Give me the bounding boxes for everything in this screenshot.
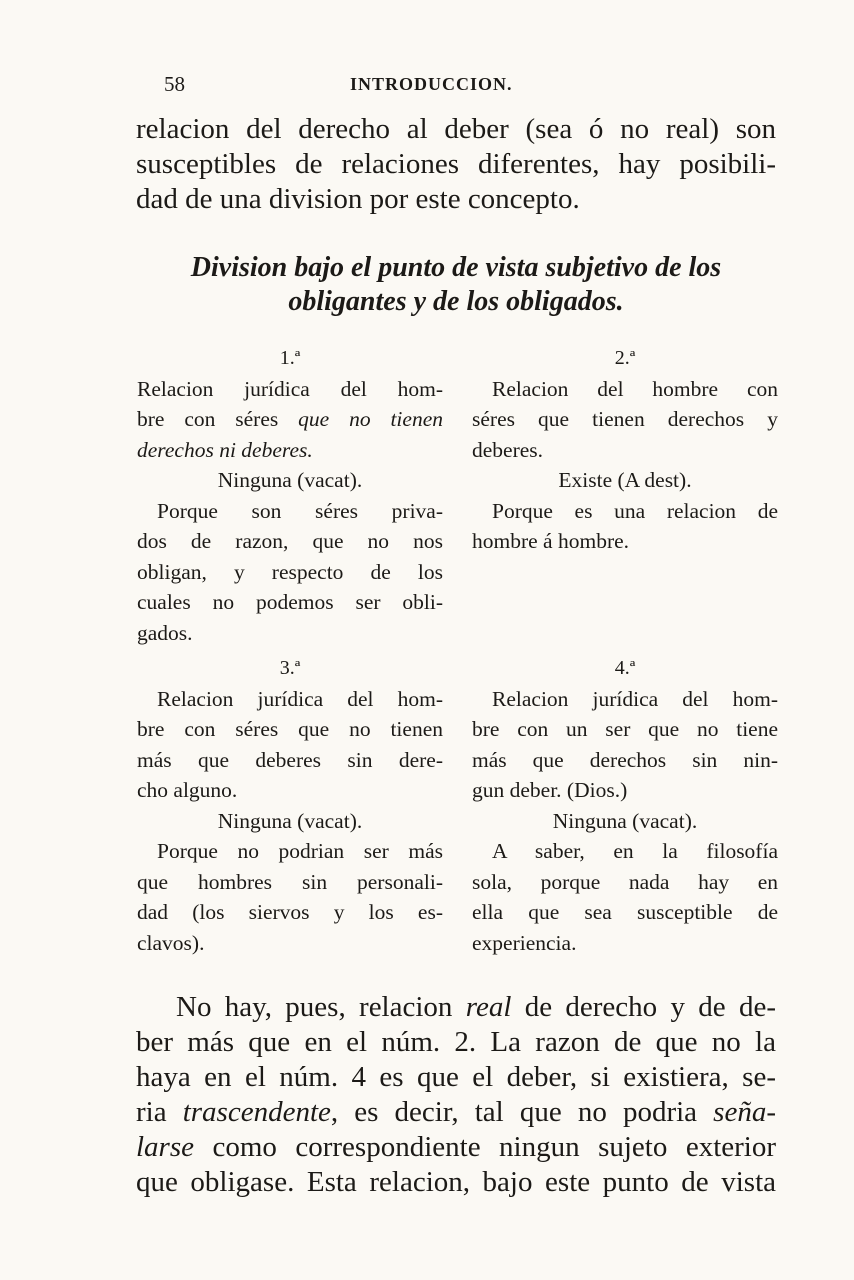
text-line: Relacion jurídica del hom- bbox=[492, 686, 778, 711]
case-description bbox=[472, 374, 778, 466]
case-reason bbox=[472, 496, 778, 557]
text-line: relacion del derecho al deber (sea ó no real) son bbox=[136, 113, 776, 145]
text-line: Relacion jurídica del hom- bbox=[137, 376, 443, 401]
page-number: 58 bbox=[164, 72, 185, 96]
case-1 bbox=[137, 343, 443, 648]
case-description bbox=[137, 374, 443, 466]
italic-phrase: derechos ni deberes. bbox=[137, 437, 313, 462]
case-description bbox=[472, 684, 778, 806]
line-part: como correspondiente ningun sujeto exterior bbox=[194, 1131, 776, 1163]
text-line: sola, porque nada hay en bbox=[472, 869, 778, 894]
text-line: cuales no podemos ser obli- bbox=[137, 590, 443, 614]
line-part: , es decir, tal que no podria bbox=[330, 1096, 714, 1128]
text-line: que hombres sin personali- bbox=[137, 869, 443, 894]
section-heading bbox=[136, 251, 776, 319]
text-line: hombre á hombre. bbox=[472, 529, 630, 553]
text-line: Relacion jurídica del hom- bbox=[157, 686, 443, 711]
case-number: 4.ª bbox=[614, 657, 636, 679]
text-line: dad (los siervos y los es- bbox=[137, 900, 443, 924]
text-line: bre con un ser que no tiene bbox=[472, 717, 778, 741]
running-head bbox=[150, 72, 780, 102]
case-number: 3.ª bbox=[279, 657, 301, 679]
text-line bbox=[136, 1130, 776, 1165]
case-reason bbox=[472, 836, 778, 958]
text-line: A saber, en la filosofía bbox=[492, 839, 778, 863]
text-line: Porque son séres priva- bbox=[157, 498, 443, 523]
line-part: bre con séres bbox=[137, 407, 299, 431]
text-line: deberes. bbox=[472, 437, 544, 462]
heading-line: Division bajo el punto de vista subjetivo de los bbox=[190, 252, 722, 283]
case-reason bbox=[137, 496, 443, 649]
text-line: más que derechos sin nin- bbox=[472, 747, 778, 772]
text-line: cho alguno. bbox=[137, 778, 238, 802]
text-line: experiencia. bbox=[472, 930, 577, 955]
text-line: gados. bbox=[137, 620, 193, 645]
intro-paragraph bbox=[136, 112, 776, 217]
text-line: haya en el núm. 4 es que el deber, si existiera, se- bbox=[136, 1061, 776, 1093]
closing-paragraph bbox=[136, 990, 776, 1200]
text-line: séres que tienen derechos y bbox=[472, 407, 778, 431]
text-line: más que deberes sin dere- bbox=[137, 747, 443, 772]
text-line bbox=[136, 1095, 776, 1130]
case-2 bbox=[472, 343, 778, 557]
case-number: 1.ª bbox=[279, 347, 301, 369]
text-line: dad de una division por este concepto. bbox=[136, 183, 580, 215]
text-line bbox=[137, 404, 443, 435]
text-line: susceptibles de relaciones diferentes, hay posibili- bbox=[136, 148, 776, 180]
case-verdict: Ninguna (vacat). bbox=[217, 468, 363, 492]
text-line bbox=[136, 990, 776, 1025]
case-verdict: Ninguna (vacat). bbox=[552, 808, 698, 833]
case-4 bbox=[472, 653, 778, 958]
case-description bbox=[137, 684, 443, 806]
text-line: Relacion del hombre con bbox=[492, 376, 778, 401]
italic-word: real bbox=[465, 991, 512, 1023]
text-line: obligan, y respecto de los bbox=[137, 559, 443, 584]
text-line: gun deber. (Dios.) bbox=[472, 778, 628, 802]
text-line: clavos). bbox=[137, 930, 205, 955]
text-line: Porque no podrian ser más bbox=[157, 839, 443, 863]
italic-word: larse bbox=[136, 1131, 194, 1163]
case-verdict: Existe (A dest). bbox=[558, 468, 692, 492]
case-3 bbox=[137, 653, 443, 958]
italic-word: trascendente bbox=[182, 1096, 331, 1128]
case-verdict: Ninguna (vacat). bbox=[217, 808, 363, 833]
text-line: Porque es una relacion de bbox=[492, 498, 778, 523]
running-title: INTRODUCCION. bbox=[350, 74, 513, 94]
text-line: ella que sea susceptible de bbox=[472, 900, 778, 924]
line-part: ria bbox=[136, 1096, 183, 1128]
case-reason bbox=[137, 836, 443, 958]
text-line: que obligase. Esta relacion, bajo este punto de vista bbox=[136, 1166, 776, 1198]
text-line: bre con séres que no tienen bbox=[137, 717, 443, 741]
text-line: ber más que en el núm. 2. La razon de que no la bbox=[136, 1026, 776, 1058]
heading-line: obligantes y de los obligados. bbox=[288, 286, 624, 317]
italic-phrase: que no tienen bbox=[298, 407, 443, 431]
case-number: 2.ª bbox=[614, 347, 636, 369]
text-line: dos de razon, que no nos bbox=[137, 529, 443, 553]
line-part: de derecho y de de- bbox=[511, 991, 776, 1023]
text-line bbox=[137, 435, 443, 466]
italic-word: seña- bbox=[713, 1096, 776, 1128]
line-part: No hay, pues, relacion bbox=[176, 991, 466, 1023]
